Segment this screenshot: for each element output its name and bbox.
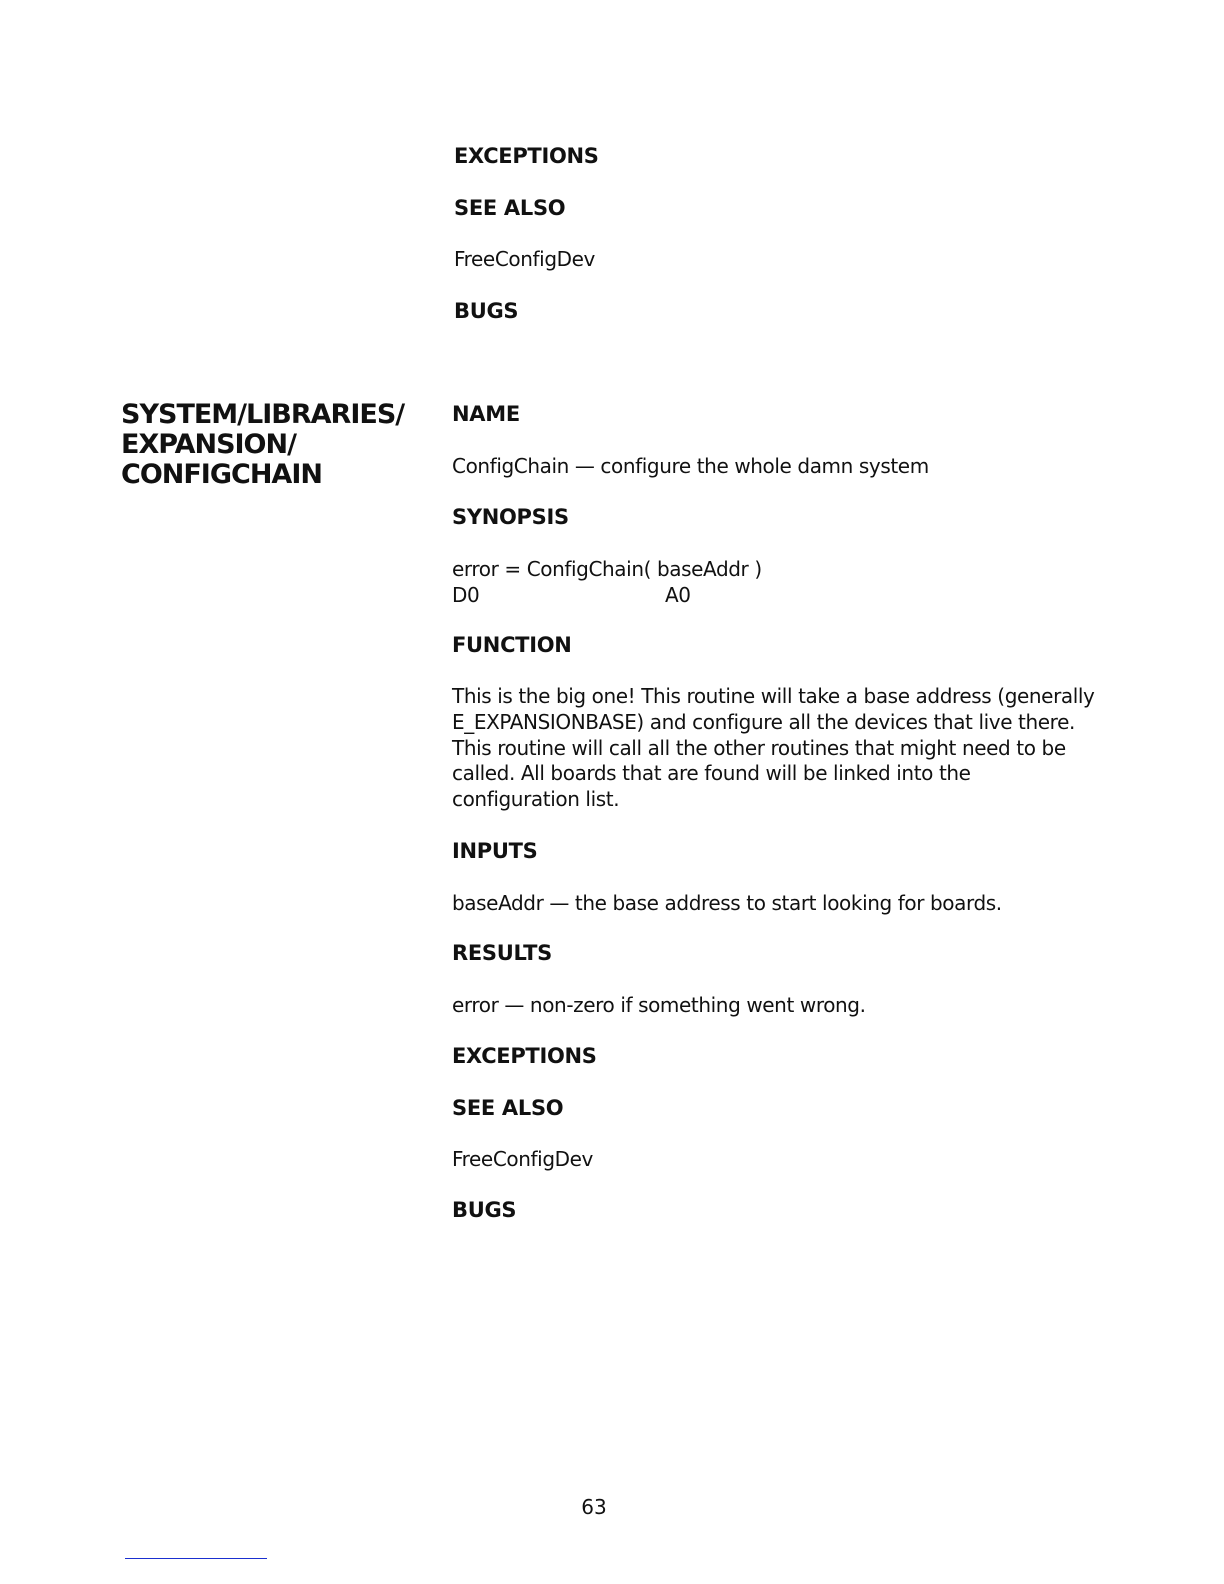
section-title-line3: CONFIGCHAIN	[121, 459, 322, 490]
inputs-value: baseAddr — the base address to start looking for boards.	[452, 891, 1002, 915]
name-value: ConfigChain — configure the whole damn system	[452, 454, 929, 478]
prev-see-also-heading: SEE ALSO	[454, 196, 566, 220]
section-title-line2: EXPANSION/	[121, 429, 296, 460]
name-heading: NAME	[452, 402, 520, 426]
prev-bugs-heading: BUGS	[454, 299, 519, 323]
synopsis-line: error = ConfigChain( baseAddr )	[452, 557, 762, 581]
function-heading: FUNCTION	[452, 633, 572, 657]
see-also-value: FreeConfigDev	[452, 1147, 593, 1171]
synopsis-register-a0: A0	[665, 583, 691, 607]
results-heading: RESULTS	[452, 941, 552, 965]
bugs-heading: BUGS	[452, 1198, 517, 1222]
section-title-line1: SYSTEM/LIBRARIES/	[121, 399, 405, 430]
inputs-heading: INPUTS	[452, 839, 538, 863]
page-number: 63	[581, 1495, 607, 1519]
see-also-heading: SEE ALSO	[452, 1096, 564, 1120]
section-title	[121, 400, 404, 490]
footer-rule	[125, 1558, 267, 1559]
prev-exceptions-heading: EXCEPTIONS	[454, 144, 599, 168]
exceptions-heading: EXCEPTIONS	[452, 1044, 597, 1068]
synopsis-register-d0: D0	[452, 583, 480, 607]
results-value: error — non-zero if something went wrong.	[452, 993, 866, 1017]
synopsis-heading: SYNOPSIS	[452, 505, 569, 529]
function-description: This is the big one! This routine will take a base address (generally E_EXPANSIONBASE) and configure all the devices that live there. This routine will call all the other routines that might need to be called. All boards that are found will be linked into the configuration list.	[452, 684, 1095, 812]
prev-see-also-value: FreeConfigDev	[454, 247, 595, 271]
